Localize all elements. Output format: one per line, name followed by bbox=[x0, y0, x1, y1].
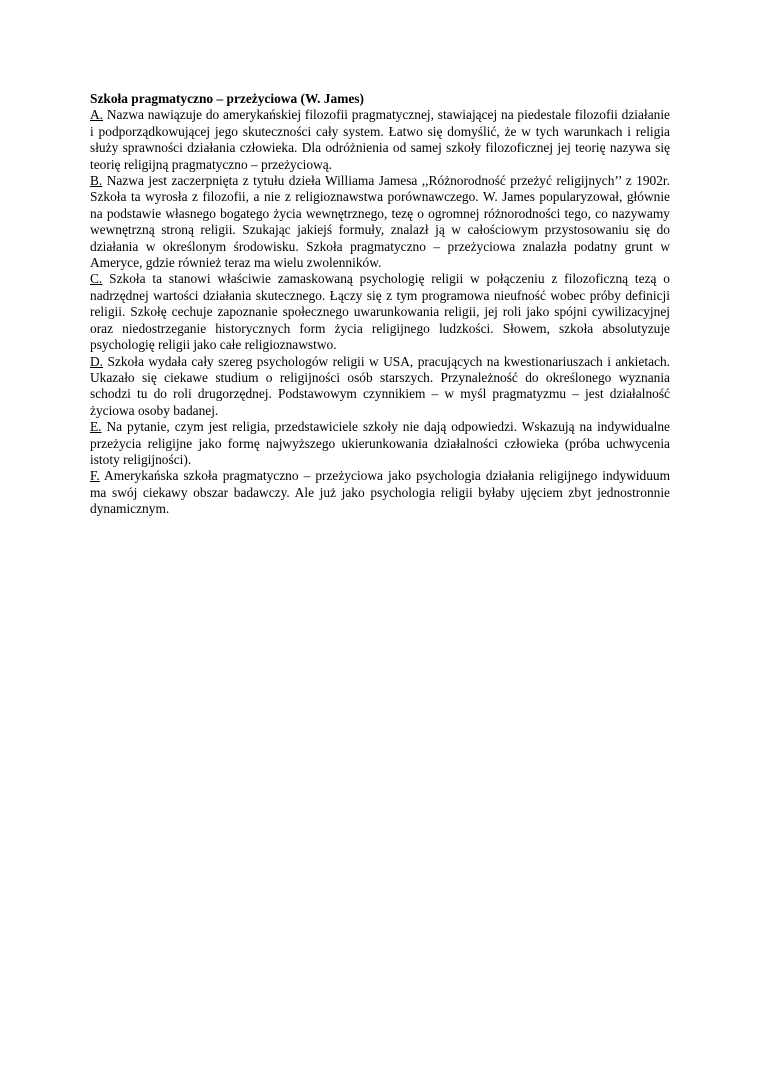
paragraph-b bbox=[90, 173, 670, 271]
paragraph-f bbox=[90, 468, 670, 517]
document-title: Szkoła pragmatyczno – przeżyciowa (W. James) bbox=[90, 91, 364, 106]
paragraph-marker: D. bbox=[90, 353, 104, 369]
paragraph-marker: B. bbox=[90, 173, 103, 189]
paragraph-marker: F. bbox=[90, 468, 100, 484]
paragraph-text: Szkoła ta stanowi właściwie zamaskowaną psychologię religii w połączeniu z filozoficzną tezą o nadrzędnej wartości działania skutecznego. Łączy się z tym programowa nieufność wobec próby definicji religii. Szkołę cechuje zapoznanie społecznego uwarunkowania religii, jej roli jako spójni cywilizacyjnej oraz niedostrzeganie historycznych form życia religijnego ludzkości. Słowem, szkoła absolutyzuje psychologię religii jako całe religioznawstwo. bbox=[90, 271, 670, 353]
paragraph-text: Nazwa jest zaczerpnięta z tytułu dzieła Williama Jamesa ,,Różnorodność przeżyć religijnych’’ z 1902r. Szkoła ta wyrosła z filozofii, a nie z religioznawstwa porównawczego. W. James popularyzował, głównie na podstawie własnego bogatego życia wewnętrznego, tezę o ogromnej różnorodności tego, co nazywamy wewnętrzną stroną religii. Szukając jakiejś formuły, znalazł ją w całościowym przystosowaniu się do działania w określonym środowisku. Szkoła pragmatyczno – przeżyciowa znalazła podatny grunt w Ameryce, gdzie również teraz ma wielu zwolenników. bbox=[90, 173, 670, 271]
paragraph-a bbox=[90, 107, 670, 173]
paragraph-text: Amerykańska szkoła pragmatyczno – przeżyciowa jako psychologia działania religijnego indywiduum ma swój ciekawy obszar badawczy. Ale już jako psychologia religii byłaby ujęciem zbyt jednostronnie dynamicznym. bbox=[90, 468, 671, 517]
paragraph-marker: E. bbox=[90, 419, 102, 435]
paragraph-text: Nazwa nawiązuje do amerykańskiej filozofii pragmatycznej, stawiającej na piedestale filozofii działanie i podporządkowującej jego skuteczności cały system. Łatwo się domyślić, że w tych warunkach i religia służy sprawności działania człowieka. Dla odróżnienia od samej szkoły filozoficznej jej teorię nazywa się teorię religijną pragmatyczno – przeżyciową. bbox=[90, 107, 670, 172]
paragraph-d bbox=[90, 354, 670, 420]
paragraph-text: Szkoła wydała cały szereg psychologów religii w USA, pracujących na kwestionariuszach i ankietach. Ukazało się ciekawe studium o religijności osób starszych. Przynależność do określonego wyznania schodzi tu do roli drugorzędnej. Podstawowym czynnikiem – w myśl pragmatyzmu – jest działalność życiowa osoby badanej. bbox=[90, 353, 670, 418]
paragraph-text: Na pytanie, czym jest religia, przedstawiciele szkoły nie dają odpowiedzi. Wskazują na indywidualne przeżycia religijne jako formę najwyższego ukierunkowania działalności człowieka (próba uchwycenia istoty religijności). bbox=[90, 419, 670, 467]
document-page bbox=[90, 91, 670, 518]
paragraph-marker: C. bbox=[90, 271, 103, 287]
paragraph-c bbox=[90, 271, 670, 353]
paragraph-marker: A. bbox=[90, 107, 104, 123]
paragraph-e bbox=[90, 419, 670, 468]
